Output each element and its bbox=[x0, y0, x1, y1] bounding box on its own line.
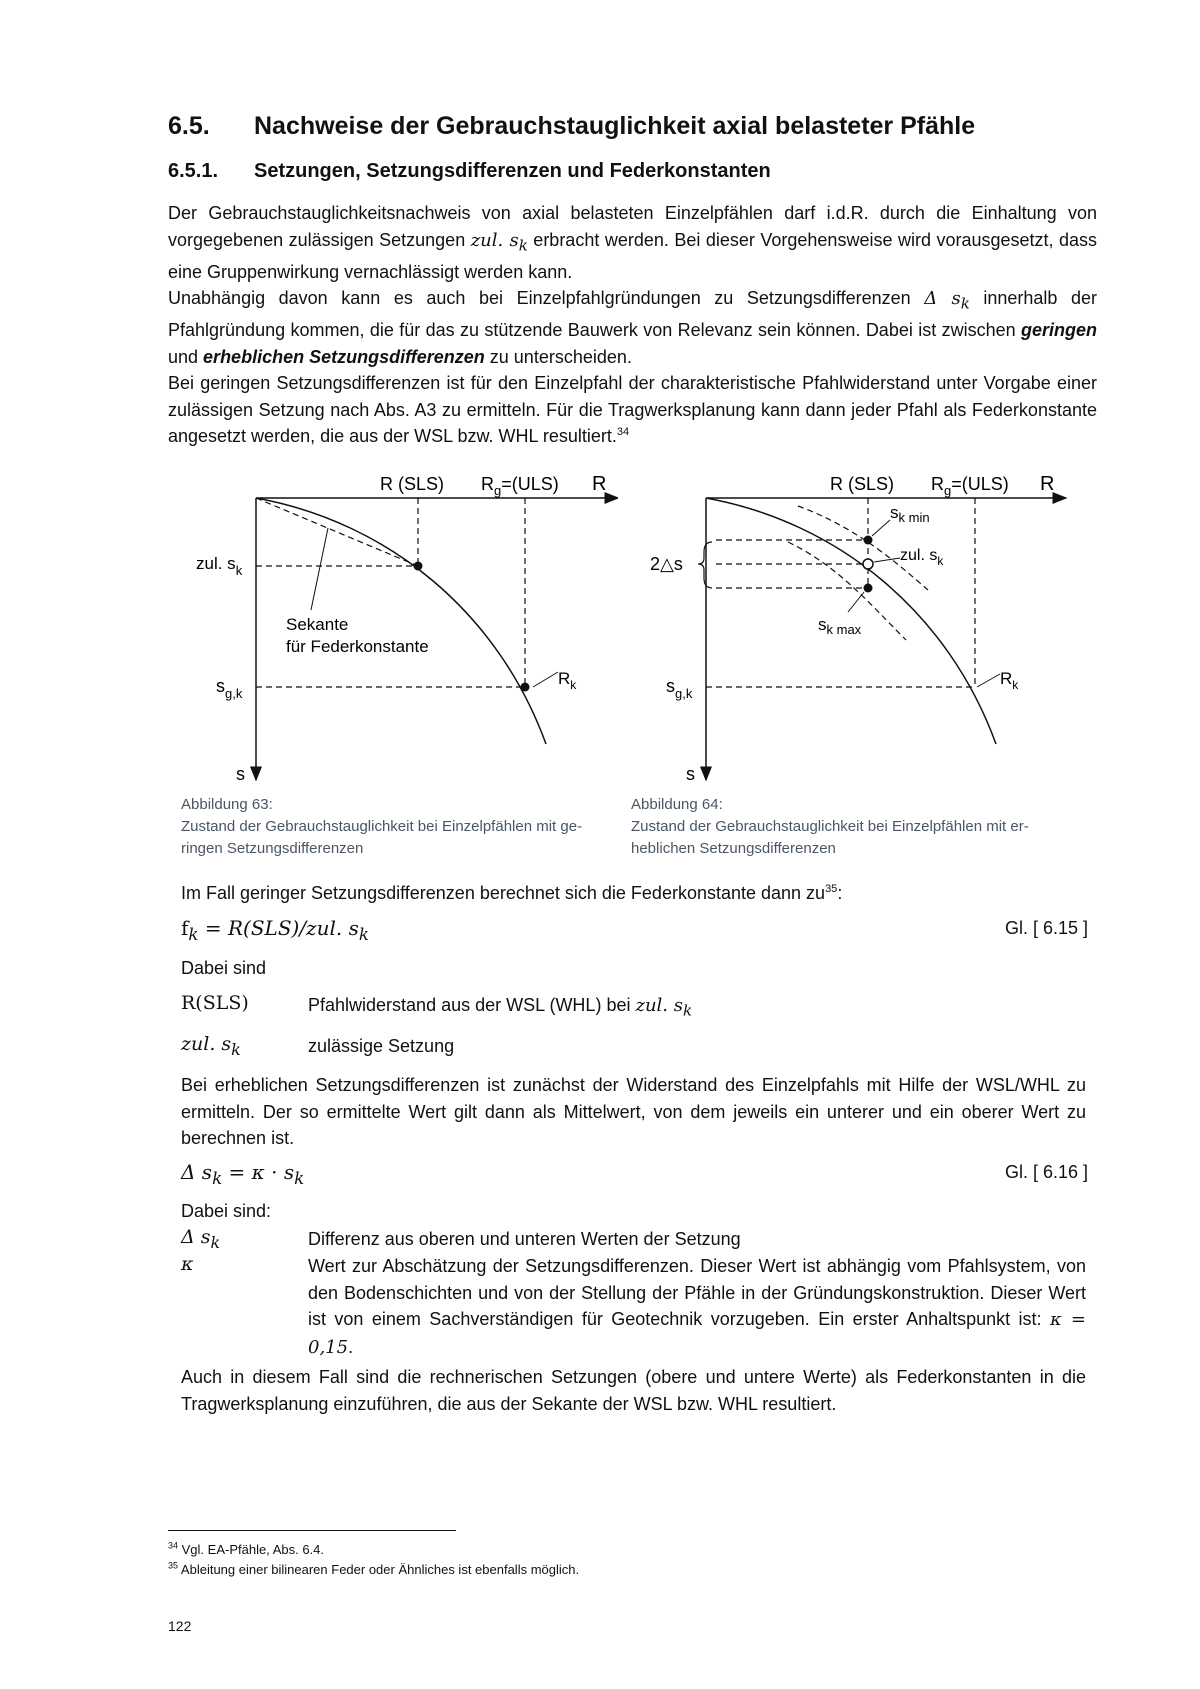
sekante-leader bbox=[311, 528, 328, 610]
subsection-title: Setzungen, Setzungsdifferenzen und Federkonstanten bbox=[254, 160, 771, 182]
r-axis-label: R bbox=[1040, 473, 1055, 495]
r-sls-label: R (SLS) bbox=[380, 474, 445, 494]
rk-leader bbox=[977, 674, 1000, 687]
footnote-35: $^{35}$ Ableitung einer bilinearen Feder oder Ähnliches ist ebenfalls möglich. bbox=[168, 1560, 580, 1577]
page-number: 122 bbox=[168, 1618, 192, 1634]
sgk-label: $s_{g,k}$ bbox=[666, 676, 693, 701]
paragraph-3: Bei geringen Setzungsdifferenzen ist für den Einzelpfahl der charakteristische Pfahlwiderstand unter Vorgabe einer zulässigen Setzung nach Abs. A3 zu ermitteln. Für die Tragwerksplanung kann dann jeder Pfahl als Federkonstante angesetzt werden, die aus der WSL bzw. WHL resultiert.$^{34}$ bbox=[168, 373, 1097, 446]
uls-point bbox=[521, 683, 530, 692]
skmin-point bbox=[864, 536, 873, 545]
paragraph-6: Auch in diesem Fall sind die rechnerischen Setzungen (obere und untere Werte) als Federkonstanten in die Tragwerksplanung einzuführen, die aus der Sekante der WSL bzw. WHL resultiert. bbox=[181, 1367, 1086, 1414]
skmax-point bbox=[864, 584, 873, 593]
section-title: Nachweise der Gebrauchstauglichkeit axial belasteter Pfähle bbox=[254, 112, 976, 140]
skmax-leader bbox=[848, 592, 864, 612]
def-symbol-delta-sk: Δ $s_k$ bbox=[181, 1226, 221, 1252]
skmax-label: $s_{k max}$ bbox=[818, 615, 862, 637]
zul-sk-point bbox=[863, 559, 873, 569]
resistance-settlement-curve bbox=[706, 498, 996, 744]
sgk-label: $s_{g,k}$ bbox=[216, 676, 243, 701]
section-number: 6.5. bbox=[168, 112, 210, 140]
def-symbol-r-sls: R(SLS) bbox=[181, 992, 249, 1014]
delta-brace bbox=[698, 542, 712, 588]
footnote-separator bbox=[168, 1530, 456, 1531]
section-heading bbox=[168, 112, 975, 141]
rk-leader bbox=[533, 672, 558, 687]
figure-63-diagram bbox=[178, 462, 618, 792]
def-text-r-sls: Pfahlwiderstand aus der WSL (WHL) bei zul. $s_k$ bbox=[308, 995, 693, 1020]
equation-6-15: $f_k = R(SLS)/zul$. $s_k$ bbox=[181, 916, 369, 944]
def-text-kappa: Wert zur Abschätzung der Setzungsdifferenzen. Dieser Wert ist abhängig vom Pfahlsystem, von den Bodenschichten und von der Stellung der Pfähle in der Gründungskonstruktion. Dieser Wert ist von einem Sachverständigen für Geotechnik vorzugeben. Ein erster Anhaltspunkt ist: κ = 0,15. bbox=[308, 1256, 1087, 1358]
rg-uls-label: $R_g=(ULS)$ bbox=[931, 474, 1009, 498]
rk-label: $R_k$ bbox=[1000, 669, 1019, 692]
skmin-label: $s_{k min}$ bbox=[890, 503, 930, 525]
r-sls-label: R (SLS) bbox=[830, 474, 895, 494]
def-symbol-kappa: κ bbox=[181, 1253, 194, 1275]
dabei-sind-1: Dabei sind bbox=[181, 958, 267, 978]
r-axis-label: R bbox=[592, 473, 607, 495]
sekante-label: Sekante bbox=[286, 615, 349, 634]
subsection-number: 6.5.1. bbox=[168, 160, 219, 182]
paragraph-4: Im Fall geringer Setzungsdifferenzen berechnet sich die Federkonstante dann zu$^{35}$: bbox=[181, 883, 843, 903]
delta-s-label: 2△s bbox=[650, 554, 683, 574]
paragraph-5: Bei erheblichen Setzungsdifferenzen ist zunächst der Widerstand des Einzelpfahls mit Hilfe der WSL/WHL zu ermitteln. Der so ermittelte Wert gilt dann als Mittelwert, von dem jeweils ein unterer und ein oberer Wert zu berechnen ist. bbox=[181, 1075, 1086, 1148]
def-symbol-zul-sk: zul. $s_k$ bbox=[181, 1033, 241, 1059]
sls-point bbox=[414, 562, 423, 571]
skmin-leader bbox=[872, 520, 890, 536]
equation-number-6-16: Gl. [ 6.16 ] bbox=[1004, 1162, 1088, 1182]
def-text-zul-sk: zulässige Setzung bbox=[308, 1036, 455, 1056]
s-axis-label: s bbox=[236, 764, 245, 784]
def-text-delta-sk: Differenz aus oberen und unteren Werten der Setzung bbox=[308, 1229, 741, 1249]
zul-sk-label: zul. $s_k$ bbox=[900, 547, 944, 568]
zul-sk-leader bbox=[874, 558, 900, 562]
footnote-ref-34[interactable]: 34 bbox=[616, 426, 630, 438]
figure-64-diagram bbox=[628, 462, 1078, 792]
rk-label: $R_k$ bbox=[558, 669, 577, 692]
dabei-sind-2: Dabei sind: bbox=[181, 1201, 272, 1221]
s-axis-label: s bbox=[686, 764, 695, 784]
paragraph-1: Der Gebrauchstauglichkeitsnachweis von axial belasteten Einzelpfählen darf i.d.R. durch die Einhaltung von vorgegebenen zulässigen Setzungen zul. $s_k$ erbracht werden. Bei dieser Vorgehensweise wird vorausgesetzt, dass eine Gruppenwirkung vernachlässigt werden kann. bbox=[168, 203, 1098, 282]
figure-63-caption: Abbildung 63: Zustand der Gebrauchstauglichkeit bei Einzelpfählen mit ge- ringen Setzungsdifferenzen bbox=[181, 796, 583, 857]
secant-line bbox=[256, 498, 418, 566]
equation-number-6-15: Gl. [ 6.15 ] bbox=[1004, 918, 1088, 938]
zul-sk-label: zul. $s_k$ bbox=[196, 554, 243, 578]
subsection-heading bbox=[168, 160, 771, 183]
footnote-ref-35[interactable]: 35 bbox=[825, 883, 838, 895]
rg-uls-label: $R_g=(ULS)$ bbox=[481, 474, 559, 498]
federkonstante-label: für Federkonstante bbox=[286, 637, 429, 656]
equation-6-16: Δ $s_k = \kappa \cdot s_k$ bbox=[181, 1160, 305, 1188]
paragraph-2: Unabhängig davon kann es auch bei Einzelpfahlgründungen zu Setzungsdifferenzen Δ $s_k$ innerhalb der Pfahlgründung kommen, die für das zu stützende Bauwerk von Relevanz sein können. Dabei ist zwischen geringen und erheblichen Setzungsdifferenzen zu unterscheiden. bbox=[168, 288, 1097, 367]
footnote-34: $^{34}$ Vgl. EA-Pfähle, Abs. 6.4. bbox=[168, 1540, 324, 1557]
figure-64-caption: Abbildung 64: Zustand der Gebrauchstauglichkeit bei Einzelpfählen mit er- heblichen Setzungsdifferenzen bbox=[631, 796, 1029, 857]
